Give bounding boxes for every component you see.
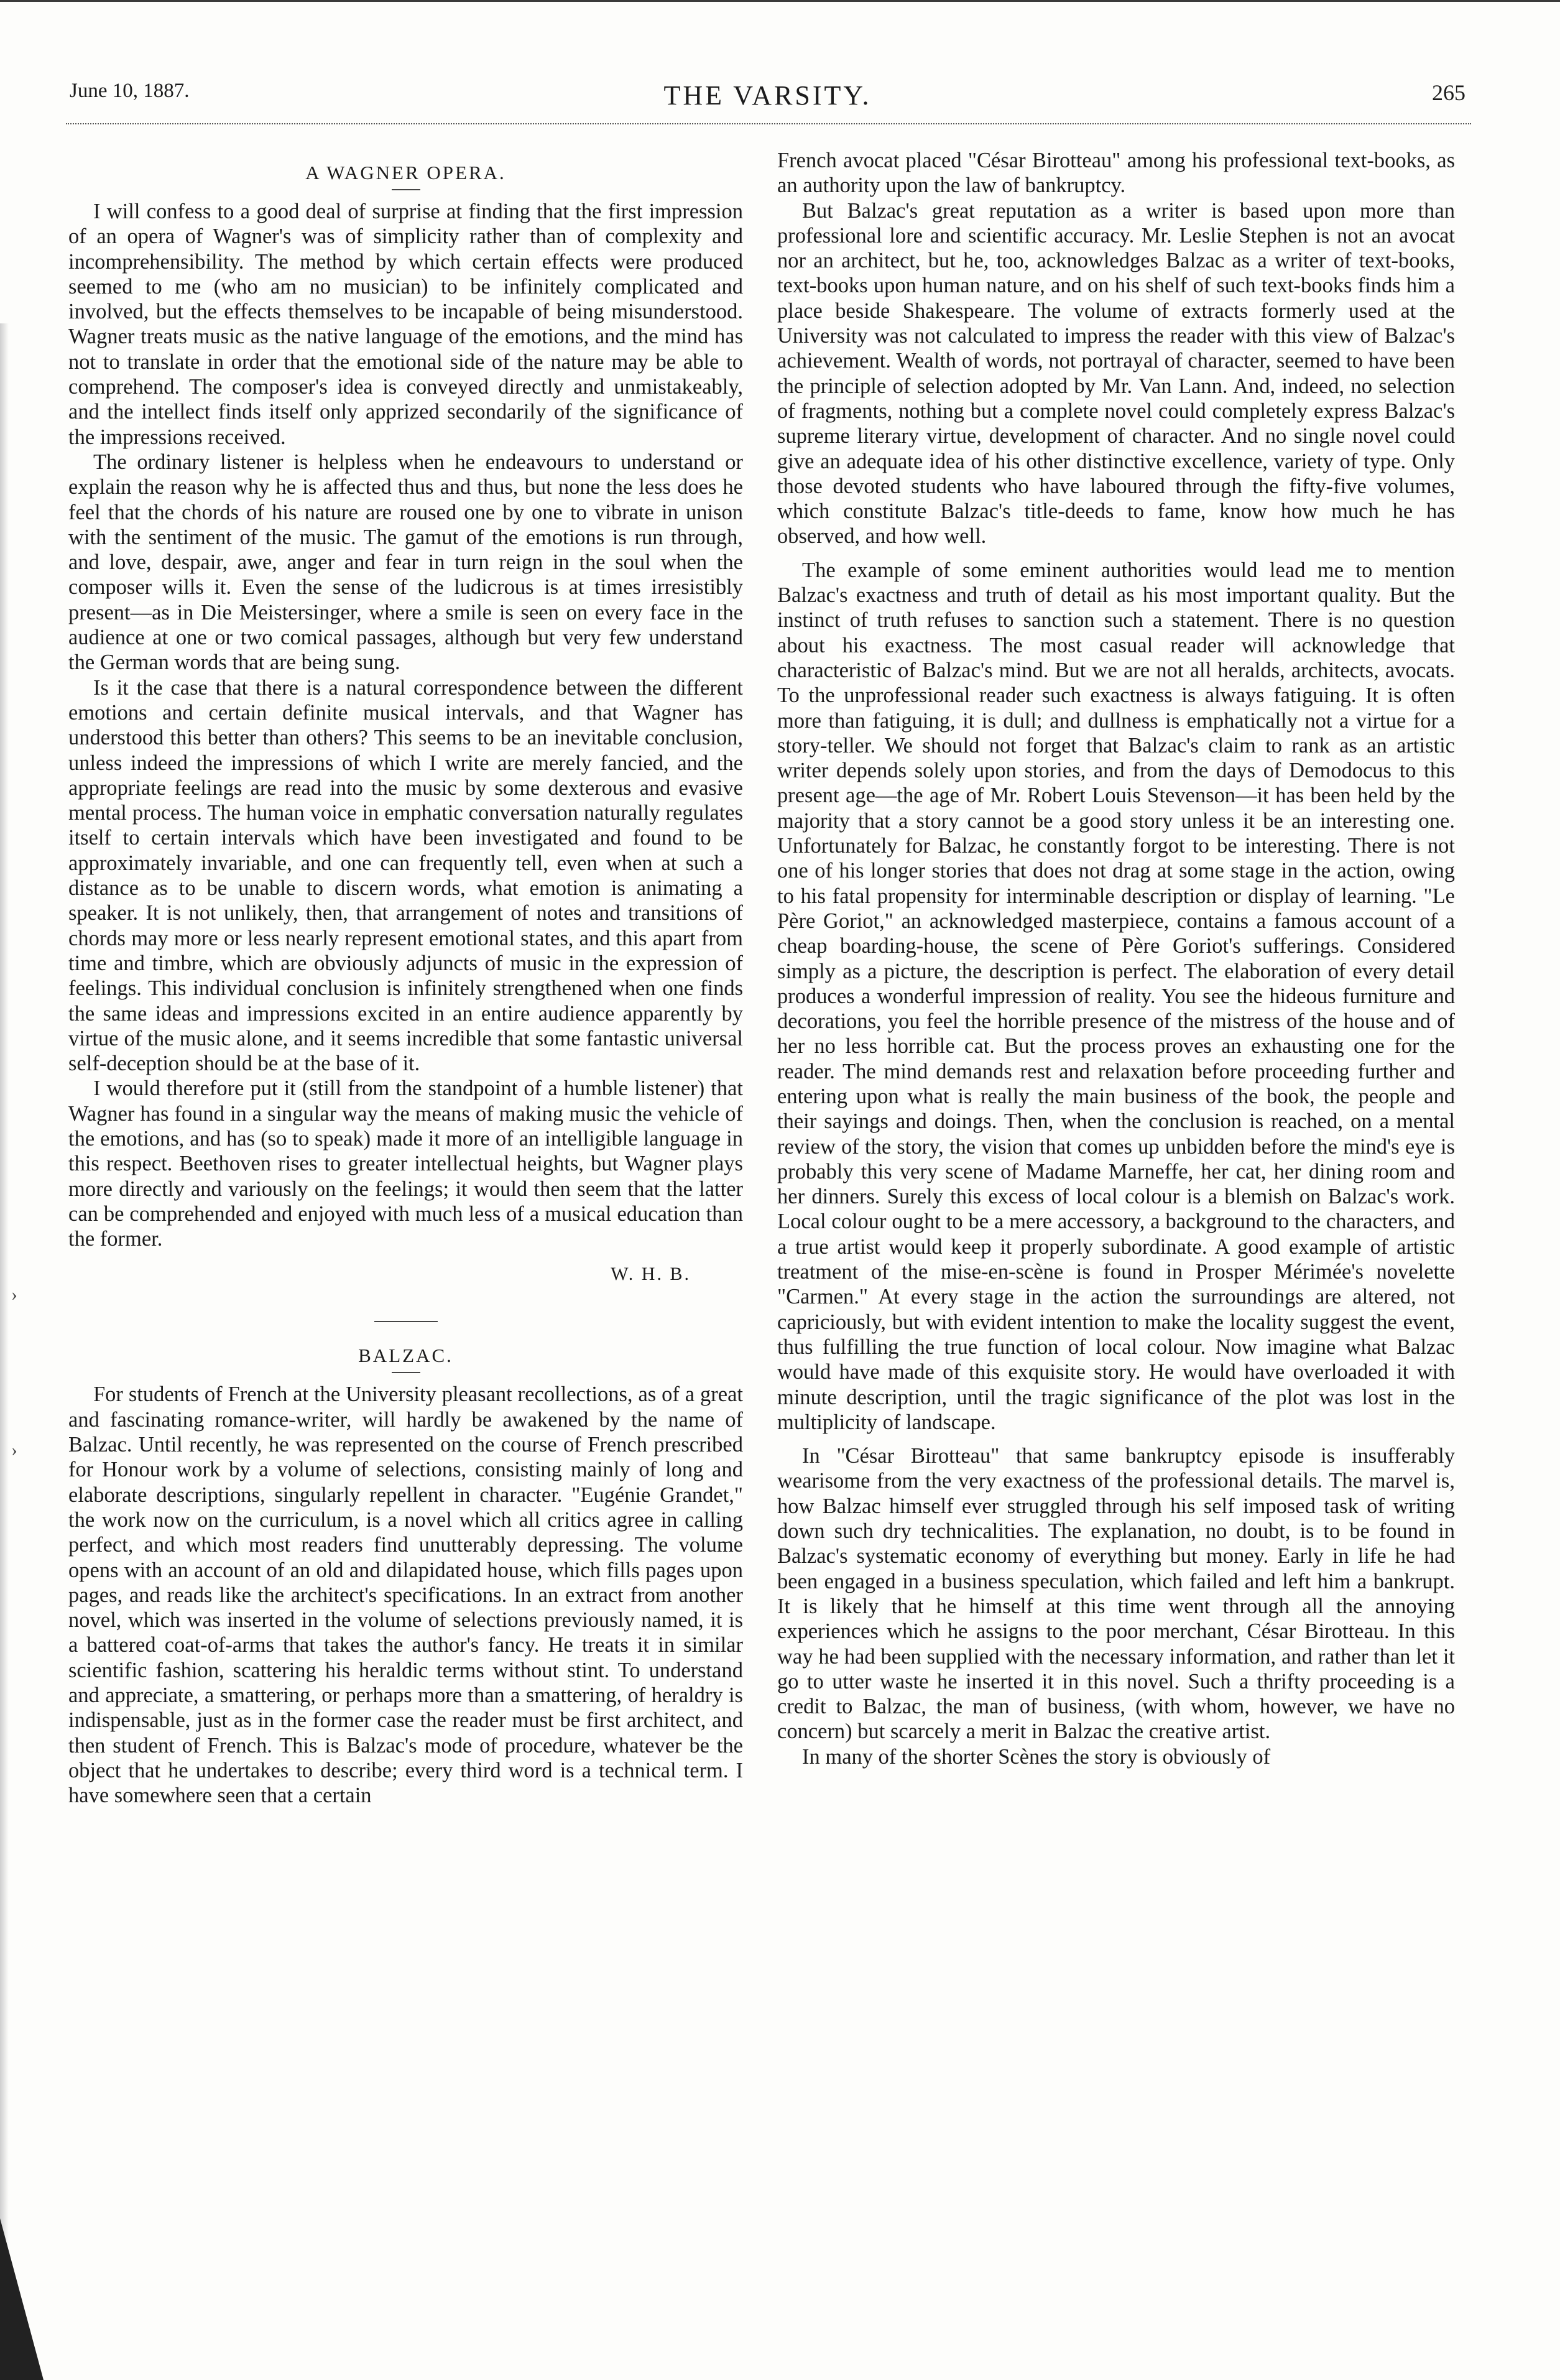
- wagner-paragraph: I will confess to a good deal of surprise at finding that the first impression of an opera of Wagner's was of simplicity rather than of complexity and incomprehensibility. The method by which certain effects were produced seemed to me (who am no musician) to be infinitely complicated and involved, but the effects themselves to be incapable of being misunderstood. Wagner treats music as the native language of the emotions, and the mind has not to translate in order that the emotional side of the nature may be able to comprehend. The composer's idea is conveyed directly and unmistakeably, and the intellect finds itself only apprized secondarily of the significance of the impressions received.: [68, 200, 743, 449]
- margin-mark: ›: [11, 1440, 17, 1460]
- header-rule: [66, 123, 1471, 124]
- balzac-paragraph-continued: French avocat placed "César Birotteau" among his professional text-books, as an authority upon the law of bankruptcy.: [777, 149, 1455, 198]
- balzac-paragraph: In many of the shorter Scènes the story is obviously of: [802, 1744, 1271, 1769]
- wagner-paragraph: I would therefore put it (still from the standpoint of a humble listener) that Wagner has found in a singular way the means of making music the vehicle of the emotions, and has (so to speak) made it more of an intelligible language in this respect. Beethoven rises to greater intellectual heights, but Wagner plays more directly and variously on the feelings; it would then seem that the latter can be comprehended and enjoyed with much less of a musical education than the former.: [68, 1077, 743, 1251]
- running-header: [70, 80, 1465, 111]
- wagner-paragraph: Is it the case that there is a natural correspondence between the different emotions and certain definite musical intervals, and that Wagner has understood this better than others? This seems to be an inevitable conclusion, unless indeed the impressions of which I write are merely fancied, and the appropriate feelings are read into the music by some dexterous and evasive mental process. The human voice in emphatic conversation naturally regulates itself to certain intervals which have been investigated and found to be approximately invariable, and one can frequently tell, even when at such a distance as to be unable to discern words, what emotion is animating a speaker. It is not unlikely, then, that arrangement of notes and transitions of chords may more or less nearly represent emotional states, and this apart from time and timbre, which are obviously adjuncts of music in the expression of feelings. This individual conclusion is infinitely strengthened when one finds the same ideas and impressions excited in an entire audience apparently by virtue of the music alone, and it seems incredible that some fantastic universal self-deception should be at the base of it.: [68, 675, 743, 1076]
- balzac-paragraph: But Balzac's great reputation as a writer is based upon more than professional lore and scientific accuracy. Mr. Leslie Stephen is not an avocat nor an architect, but he, too, acknowledges Balzac as a writer of text-books, text-books upon human nature, and on his shelf of such text-books finds him a place beside Shakespeare. The volume of extracts formerly used at the University was not calculated to impress the reader with this view of Balzac's achievement. Wealth of words, not portrayal of character, seemed to have been the principle of selection adopted by Mr. Van Lann. And, indeed, no selection of fragments, nothing but a complete novel could completely express Balzac's supreme literary virtue, development of character. And no single novel could give an adequate idea of his other distinctive excellence, variety of type. Only those devoted students who have laboured through the fifty-five volumes, which constitute Balzac's title-deeds to fame, know how much he has observed, and how well.: [777, 198, 1455, 549]
- issue-date: June 10, 1887.: [70, 80, 190, 102]
- right-column: [777, 148, 1455, 1769]
- balzac-paragraph: For students of French at the University pleasant recollections, as of a great and fascinating romance-writer, will hardly be awakened by the name of Balzac. Until recently, he was represented on the course of French prescribed for Honour work by a volume of selections, consisting mainly of long and elaborate descriptions, singularly repellent in character. "Eugénie Grandet," the work now on the curriculum, is a novel which all critics agree in calling perfect, and which most readers find unutterably depressing. The volume opens with an account of an old and dilapidated house, which fills pages upon pages, and reads like the architect's specifications. In an extract from another novel, which was inserted in the volume of selections previously named, it is a battered coat-of-arms that takes the author's fancy. He treats it in similar scientific fashion, scattering his heraldic terms without stint. To understand and appreciate, a smattering, or perhaps more than a smattering, of heraldry is indispensable, just as in the former case the reader must be first architect, and then student of French. This is Balzac's mode of procedure, whatever be the object that he undertakes to describe; every third word is a technical term. I have somewhere seen that a certain: [68, 1382, 743, 1808]
- page-top-edge: [0, 0, 1560, 2]
- page-number: 265: [1432, 80, 1465, 105]
- page-left-shadow: [0, 323, 9, 2380]
- title-dash: [392, 1372, 420, 1373]
- article-title-balzac: BALZAC.: [358, 1345, 453, 1367]
- article-title-wagner: A WAGNER OPERA.: [305, 162, 506, 183]
- balzac-paragraph: The example of some eminent authorities would lead me to mention Balzac's exactness and truth of detail as his most important quality. But the instinct of truth refuses to sanction such a statement. There is no question about his exactness. The most casual reader will acknowledge that characteristic of Balzac's mind. But we are not all heralds, architects, avocats. To the unprofessional reader such exactness is always fatiguing. It is often more than fatiguing, it is dull; and dullness is emphatically not a virtue for a story-teller. We should not forget that Balzac's claim to rank as an artistic writer depends solely upon stories, and from the days of Demodocus to this present age—the age of Mr. Robert Louis Stevenson—it has been held by the majority that a story cannot be a good story unless it be an interesting one. Unfortunately for Balzac, he constantly forgot to be interesting. There is not one of his longer stories that does not drag at some stage in the action, owing to his fatal propensity for interminable description or display of learning. "Le Père Goriot," an acknowledged masterpiece, contains a famous account of a cheap boarding-house, the scene of Père Goriot's sufferings. Considered simply as a picture, the description is perfect. The elaboration of every detail produces a wonderful impression of reality. You see the hideous furniture and decorations, you feel the horrible presence of the mistress of the house and of her no less horrible cat. But the process proves an exhausting one for the reader. The mind demands rest and relaxation before proceeding further and entering upon what is really the main business of the book, the people and their sayings and doings. Then, when the conclusion is reached, on a mental review of the story, the vision that comes up unbidden before the mind's eye is probably this very scene of Madame Marneffe, her cat, her dining room and her dinners. Surely this excess of local colour is a blemish on Balzac's work. Local colour ought to be a mere accessory, a background to the characters, and a true artist would keep it properly subordinate. A good example of artistic treatment of the mise-en-scène is found in Prosper Mérimée's novelette "Carmen." At every stage in the action the surroundings are altered, not capriciously, but with evident intention to make the locality suggest the event, thus fulfilling the true function of local colour. Now imagine what Balzac would have made of this exquisite story. He would have overloaded it with minute description, until the tragic significance of the plot was lost in the multiplicity of landscape.: [777, 558, 1455, 1434]
- author-signature: W. H. B.: [611, 1264, 691, 1285]
- margin-mark: ›: [11, 1284, 17, 1305]
- left-column: [68, 148, 743, 1808]
- article-separator: [374, 1321, 438, 1322]
- page-corner-fold: [0, 2218, 44, 2380]
- masthead: THE VARSITY.: [663, 80, 872, 111]
- title-dash: [392, 189, 420, 190]
- balzac-paragraph: In "César Birotteau" that same bankruptcy episode is insufferably wearisome from the very exactness of the professional details. The marvel is, how Balzac himself ever struggled through his self imposed task of writing down such dry technicalities. The explanation, no doubt, is to be found in Balzac's systematic economy of everything but money. Early in life he had been engaged in a business speculation, which failed and left him a bankrupt. It is likely that he himself at this time went through all the annoying experiences which he assigns to the poor merchant, César Birotteau. In this way he had been supplied with the necessary information, and rather than let it go to utter waste he inserted it in this novel. Such a thrifty proceeding is a credit to Balzac, the man of business, (with whom, however, we have no concern) but scarcely a merit in Balzac the creative artist.: [777, 1444, 1455, 1744]
- wagner-paragraph: The ordinary listener is helpless when he endeavours to understand or explain the reason why he is affected thus and thus, but none the less does he feel that the chords of his nature are roused one by one to vibrate in unison with the sentiment of the music. The gamut of the emotions is run through, and love, despair, awe, anger and fear in turn reign in the soul when the composer wills it. Even the sense of the ludicrous is at times irresistibly present—as in Die Meistersinger, where a smile is seen on every face in the audience at one or two comical passages, although but very few understand the German words that are being sung.: [68, 450, 743, 675]
